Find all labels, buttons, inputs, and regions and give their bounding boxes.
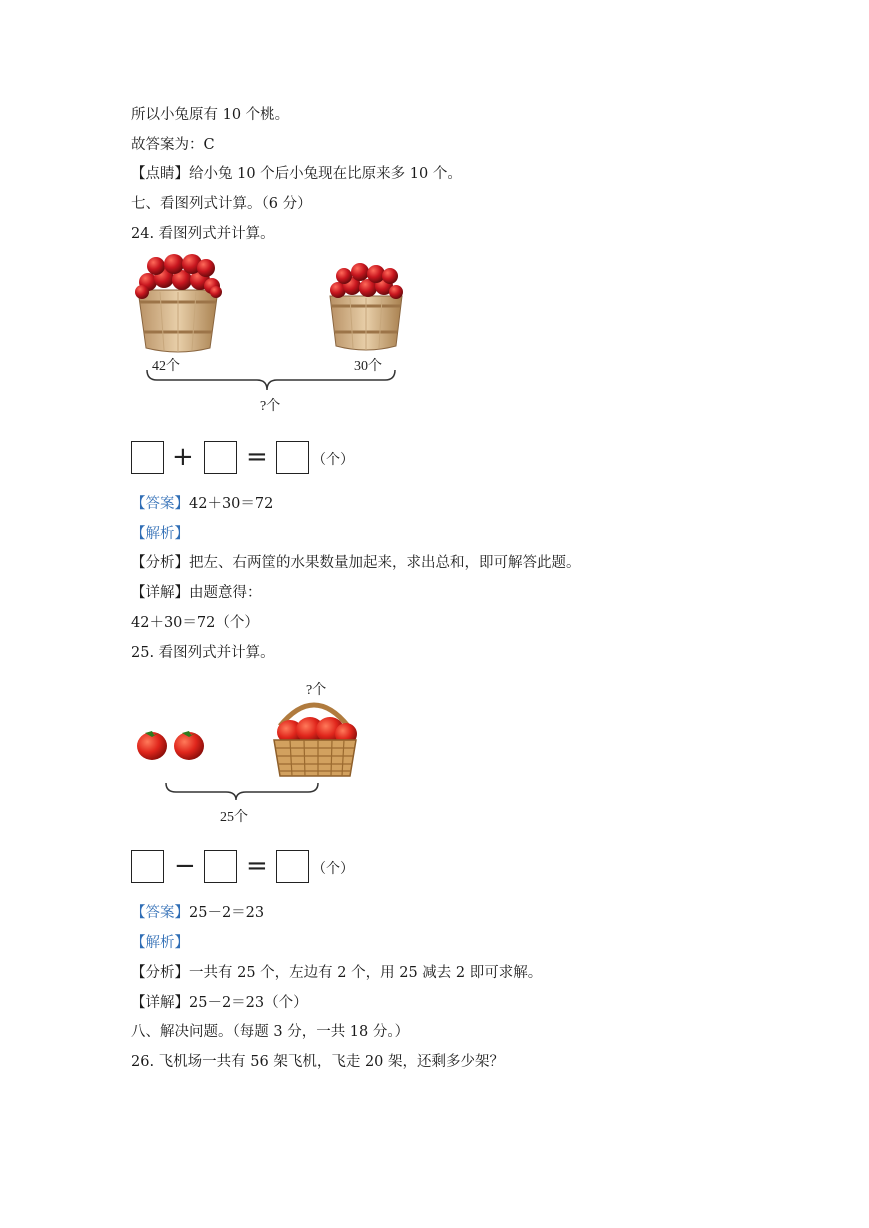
total-25-label: 25个 xyxy=(220,810,248,825)
q24-xiangjie: 【详解】由题意得： xyxy=(131,585,262,601)
right-basket-label: 30个 xyxy=(354,359,382,374)
tomato-basket xyxy=(274,705,357,776)
q25-figure xyxy=(130,676,370,828)
q24-unit: （个） xyxy=(312,452,354,468)
right-apple-basket xyxy=(330,263,403,350)
question-26: 26. 飞机场一共有 56 架飞机，飞走 20 架，还剩多少架？ xyxy=(131,1054,505,1070)
q24-answer-line xyxy=(131,494,273,514)
q24-figure xyxy=(130,250,420,420)
q24-plus-sign: + xyxy=(172,442,194,472)
answer-tag: 【答案】 xyxy=(131,496,189,512)
q25-fenxi: 【分析】一共有 25 个，左边有 2 个，用 25 减去 2 即可求解。 xyxy=(131,965,543,981)
text-line-conclusion: 所以小兔原有 10 个桃。 xyxy=(131,107,290,123)
q24-equals-sign: = xyxy=(246,442,268,472)
total-brace-25 xyxy=(166,783,318,800)
q25-xiangjie: 【详解】25－2＝23（个） xyxy=(131,995,308,1011)
q25-answer: 25－2＝23 xyxy=(189,905,265,921)
question-24-title: 24. 看图列式并计算。 xyxy=(131,226,275,242)
q25-answer-box-2[interactable] xyxy=(204,850,237,883)
section-heading-7: 七、看图列式计算。（6 分） xyxy=(131,196,312,212)
q24-fenxi: 【分析】把左、右两筐的水果数量加起来，求出总和，即可解答此题。 xyxy=(131,555,581,571)
basket-question-label: ?个 xyxy=(306,683,327,698)
q25-answer-line xyxy=(131,903,264,923)
q25-answer-box-1[interactable] xyxy=(131,850,164,883)
q24-calc: 42＋30＝72（个） xyxy=(131,615,259,631)
q25-unit: （个） xyxy=(312,861,354,877)
text-line-answer-c: 故答案为：C xyxy=(131,137,215,153)
q24-answer-box-1[interactable] xyxy=(131,441,164,474)
text-line-dianjing: 【点睛】给小兔 10 个后小兔现在比原来多 10 个。 xyxy=(131,166,462,182)
answer-tag: 【答案】 xyxy=(131,905,189,921)
q25-analysis-tag: 【解析】 xyxy=(131,935,189,951)
left-basket-label: 42个 xyxy=(152,359,180,374)
q24-answer-box-3[interactable] xyxy=(276,441,309,474)
q25-equals-sign: = xyxy=(246,851,268,881)
q25-minus-sign: − xyxy=(174,851,196,881)
left-apple-basket xyxy=(135,254,222,352)
total-label: ?个 xyxy=(260,399,281,414)
two-tomatoes xyxy=(137,731,204,760)
q25-answer-box-3[interactable] xyxy=(276,850,309,883)
section-heading-8: 八、解决问题。（每题 3 分，一共 18 分。） xyxy=(131,1024,410,1040)
question-25-title: 25. 看图列式并计算。 xyxy=(131,645,275,661)
q24-answer: 42＋30＝72 xyxy=(189,496,274,512)
q24-answer-box-2[interactable] xyxy=(204,441,237,474)
q24-analysis-tag: 【解析】 xyxy=(131,526,189,542)
